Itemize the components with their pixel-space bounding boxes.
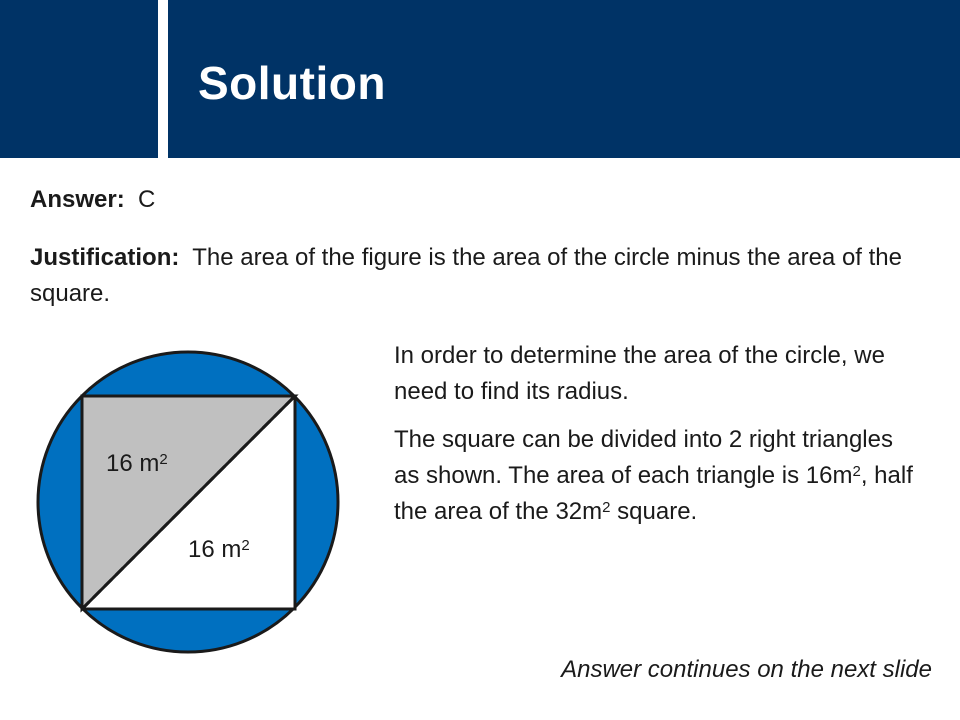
answer-label: Answer: [30,186,125,213]
continuation-note: Answer continues on the next slide [561,656,932,683]
lower-triangle-area-label: 16 $m^2$ [188,536,250,563]
justification-label: Justification: [30,244,180,271]
justification-text: The area of the figure is the area of the circle minus the area of the square. [30,244,902,307]
explanation-paragraph-2: The square can be divided into 2 right triangles as shown. The area of each triangle is $16m^2$, half the area of the $32m^2$ square. [394,426,913,525]
explanation-column [394,338,914,542]
upper-triangle-area-label: 16 $m^2$ [106,450,168,477]
page-title: Solution [198,57,386,109]
answer-value: C [138,186,156,213]
explanation-paragraph-1: In order to determine the area of the circle, we need to find its radius. [394,342,885,405]
